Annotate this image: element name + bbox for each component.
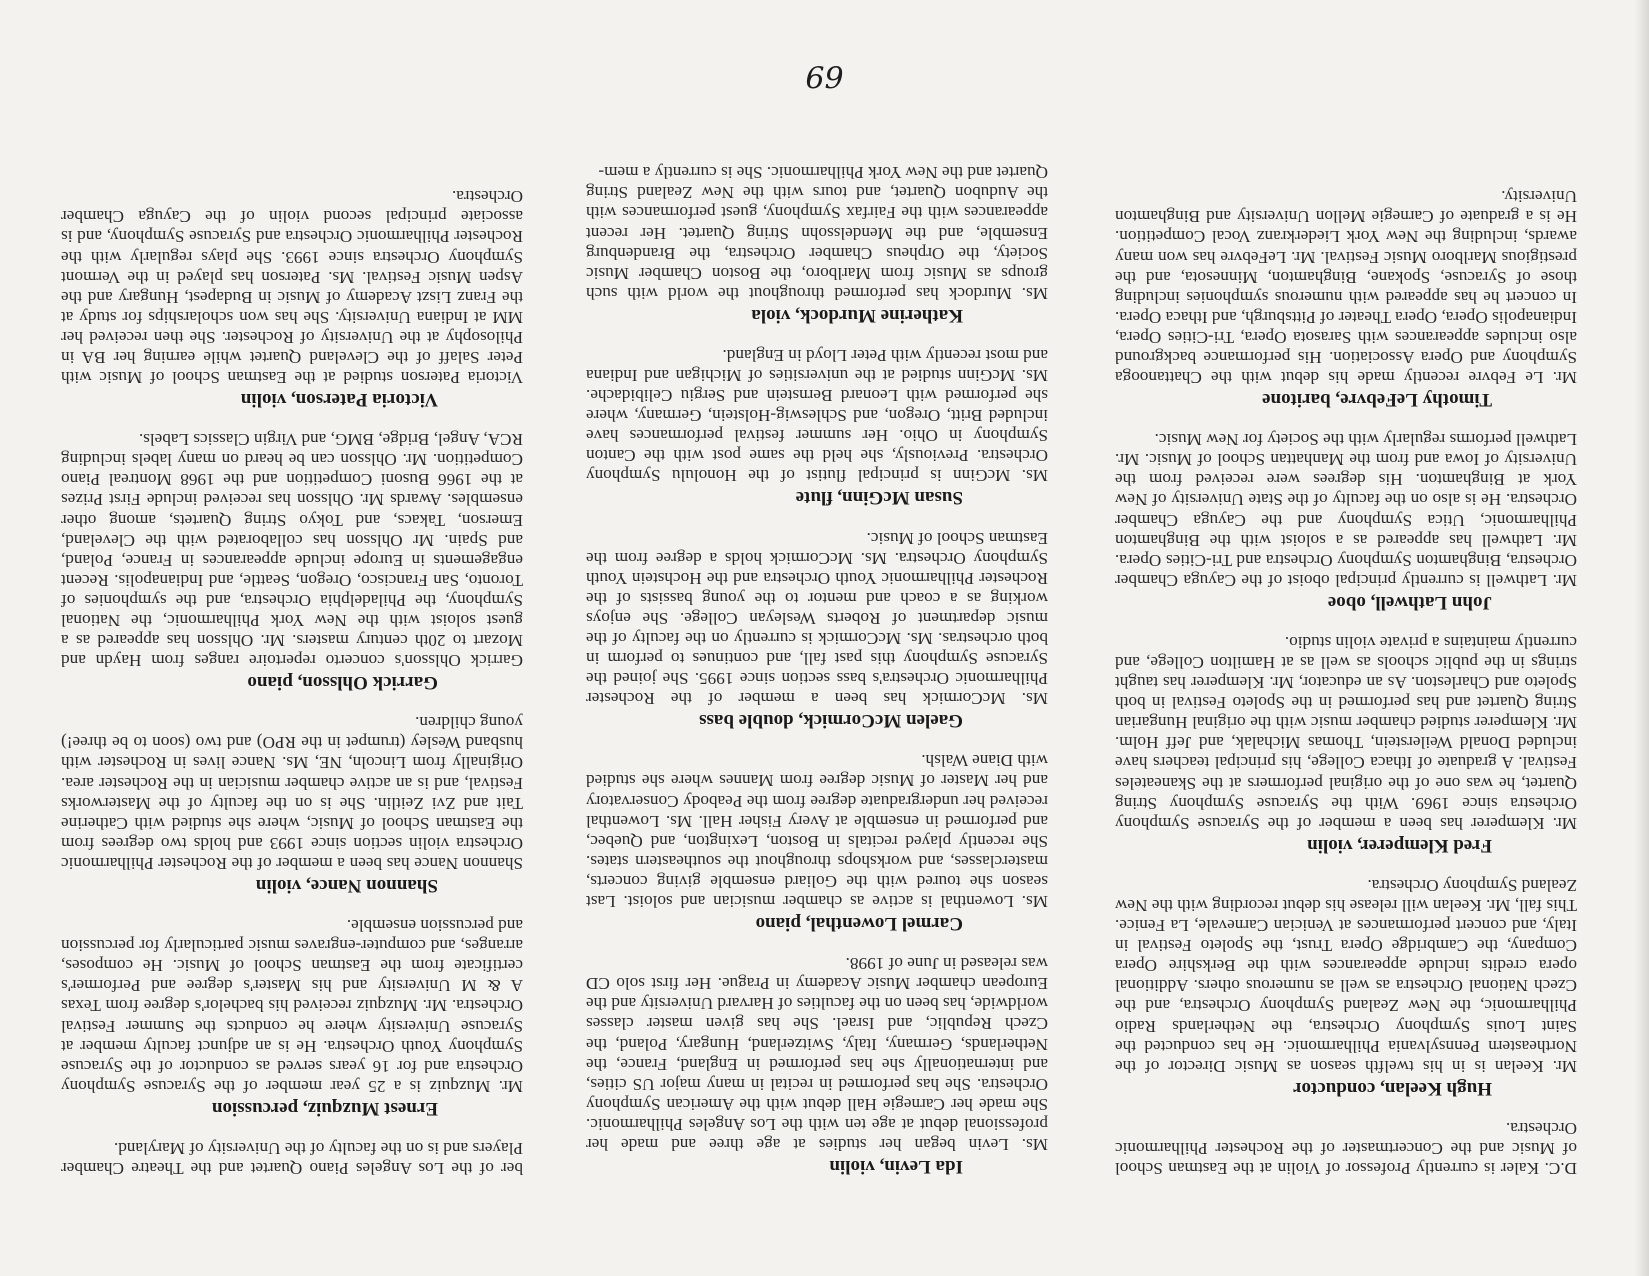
bio-text: Ms. Murdock has performed throughout the world with such groups as Music from Marlboro, the Boston Chamber Music Society, the Orpheus Chamber Orchestra, the Brandenburg Ensemble, and the Mendelssohn String Quartet. Her recent appearances with the Fairfax Symphony, guest performances with the Audubon Quartet, and tours with the New Zealand String Quartet and the New York Philharmonic. She is currently a mem- — [586, 163, 1048, 303]
bio-text: Mr. Le Febvre recently made his debut with the Chattanooga Symphony and Opera Association. His performance background also includes appearances with Sarasota Opera, Tri-Cities Opera, Indianapolis Opera, Opera Theater of Pittsburgh, and Ithaca Opera. In concert he has appeared with numerous symphonies including those of Syracuse, Spokane, Binghamton, Minnesota, and the prestigious Marlboro Music Festival. Mr. LeFebvre has won many awards, including the New York Liederkranz Vocal Competition. He is a graduate of Carnegie Mellon University and Binghamton University. — [1115, 187, 1577, 388]
bio-heading: John Lathwell, oboe — [1327, 591, 1492, 613]
bio-text: Mr. Lathwell is currently principal oboist of the Cayuga Chamber Orchestra, Binghamton Symphony Orchestra and Tri-Cities Opera. Mr. Lathwell has appeared as a soloist with the Binghamton Philharmonic, Utica Symphony and the Cayuga Chamber Orchestra. He is also on the faculty of the State University of New York at Binghamton. His degrees were received from the University of Iowa and from the Manhattan School of Music. Mr. Lathwell performs regularly with the Society for New Music. — [1115, 430, 1577, 590]
bio-entry — [61, 915, 523, 1120]
page-edge-shadow — [1635, 0, 1649, 1276]
bio-text: Ms. McGinn is principal flutist of the Honolulu Symphony Orchestra. Previously, she held the same post with the Canton Symphony in Ohio. Her summer festival performances have included Britt, Oregon, and Schleswig-Holstein, Germany, where she performed with Leonard Bernstein and Sergiu Celibidache. Ms. McGinn studied at the universities of Michigan and Indiana and most recently with Peter Lloyd in England. — [586, 345, 1048, 486]
bio-heading: Carmel Lowenthal, piano — [755, 913, 963, 935]
bio-entry — [1115, 186, 1577, 411]
bio-entry — [61, 1138, 523, 1178]
bio-heading: Ernest Muzquiz, percussion — [211, 1097, 438, 1119]
bio-heading: Garrick Ohlsson, piano — [247, 672, 438, 694]
bio-heading: Ida Levin, violin — [829, 1156, 963, 1177]
column-2 — [586, 144, 1048, 1178]
bio-text: Ms. Levin began her studies at age three and made her professional debut at age ten with the Los Angeles Philharmonic. She made her Carnegie Hall debut with the American Symphony Orchestra. She has performed in recital in many major US cities, and internationally she has performed in England, France, the Netherlands, Germany, Italy, Switzerland, Hungary, Poland, the Czech Republic, and Israel. She has given master classes worldwide, has been on the faculties of Harvard University and the European chamber Music Academy in Prague. Her first solo CD was released in June of 1998. — [586, 954, 1048, 1154]
bio-heading: Gaelen McCormick, double bass — [699, 710, 963, 732]
bio-entry — [1115, 429, 1577, 614]
bio-text: Mr. Klemperer has been a member of the Syracuse Symphony Orchestra since 1969. With the Syracuse Symphony String Quartet, he was one of the original performers at the Skaneateles Festival. A graduate of Ithaca College, his principal teachers have included Donald Weilerstein, Thomas Michalak, and Jeff Holm. Mr. Klemperer studied chamber music with the original Hungarian String Quartet and has performed in the Spoleto Festival in both Spoleto and Charleston. As an educator, Mr. Klemperer has taught strings in the public schools as well as at Hamilton College, and currently maintains a private violin studio. — [1115, 632, 1577, 833]
bio-heading: Katherine Murdock, viola — [751, 304, 963, 326]
bio-entry — [1115, 875, 1577, 1100]
bio-entry — [586, 345, 1048, 510]
bio-entry — [586, 527, 1048, 732]
bio-text: Mr. Muzquiz is a 25 year member of the Syracuse Symphony Orchestra and for 16 years served as conductor of the Syracuse Symphony Youth Orchestra. He is an adjunct faculty member at Syracuse University where he conducts the Summer Festival Orchestra. Mr. Muzquiz received his bachelor's degree from Texas A & M University and his Master's degree and Performer's certificate from the Eastman School of Music. He composes, arranges, and computer-engraves music particularly for percussion and percussion ensemble. — [61, 916, 523, 1096]
bio-text: ber of the Los Angeles Piano Quartet and the Theatre Chamber Players and is on the faculty of the University of Maryland. — [61, 1138, 523, 1178]
page-number: 69 — [805, 58, 844, 93]
bio-entry — [586, 750, 1048, 935]
bio-entry — [61, 429, 523, 694]
bio-entry — [61, 712, 523, 897]
bio-text: Ms. Lowenthal is active as chamber musician and soloist. Last season she toured with the Goliard ensemble giving concerts, masterclasses, and workshops throughout the southeastern states. She recently played recitals in Boston, Lexington, and Quebec, and performed in ensemble at Avery Fisher Hall. Ms. Lowenthal received her undergraduate degree from the Peabody Conservatory and her Master of Music degree from Mannes where she studied with Diane Walsh. — [586, 751, 1048, 912]
bio-text: Mr. Keelan is in his twelfth season as Music Director of the Northeastern Pennsylvania Philharmonic. He has conducted the Saint Louis Symphony Orchestra, the Netherlands Radio Philharmonic, the New Zealand Symphony Orchestra, and the Czech National Orchestra as well as numerous others. Additional opera credits include appearances with the Berkshire Opera Company, the Cambridge Opera Trust, the Spoleto Festival in Italy, and concert performances at Venician Carnevale, La Fenice. This fall, Mr. Keelan will release his debut recording with the New Zealand Symphony Orchestra. — [1115, 875, 1577, 1076]
bio-entry — [1115, 1118, 1577, 1178]
column-1 — [1115, 168, 1577, 1178]
bio-heading: Susan McGinn, flute — [795, 487, 963, 509]
bio-text: Shannon Nance has been a member of the Rochester Philharmonic Orchestra violin section since 1993 and holds two degrees from the Eastman School of Music, where she studied with Catherine Tait and Zvi Zeitlin. She is on the faculty of the Masterworks Festival, and is an active chamber musician in the Rochester area. Originally from Lincoln, NE, Ms. Nance lives in Rochester with husband Wesley (trumpet in the RPO) and two (soon to be three!) young children. — [61, 713, 523, 873]
bio-heading: Victoria Paterson, violin — [240, 389, 438, 411]
column-3 — [61, 168, 523, 1178]
bio-heading: Shannon Nance, violin — [255, 874, 438, 896]
bio-entry — [61, 186, 523, 411]
bio-text: D.C. Kaler is currently Professor of Violin at the Eastman School of Music and the Concertmaster of the Rochester Philharmonic Orchestra. — [1115, 1118, 1577, 1178]
bio-entry — [586, 953, 1048, 1178]
bio-heading: Timothy LeFebvre, baritone — [1262, 389, 1492, 411]
bio-heading: Hugh Keelan, conductor — [1293, 1077, 1492, 1099]
bio-text: Victoria Paterson studied at the Eastman School of Music with Peter Salaff of the Cleveland Quartet while earning her BA in Philosophy at the University of Rochester. She then received her MM at Indiana University. She has won scholarships for study at the Franz Liszt Academy of Music in Budapest, Hungary and the Aspen Music Festival. Ms. Paterson has played in the Vermont Symphony Orchestra since 1993. She plays regularly with the Rochester Philharmonic Orchestra and Syracuse Symphony, and is associate principal second violin of the Cayuga Chamber Orchestra. — [61, 187, 523, 388]
bio-entry — [586, 162, 1048, 327]
bio-heading: Fred Klemperer, violin — [1307, 834, 1492, 856]
bio-entry — [1115, 632, 1577, 857]
bio-text: Garrick Ohlsson's concerto repertoire ranges from Haydn and Mozart to 20th century masters. Mr. Ohlsson has appeared as a guest soloist with the New York Philharmonic, the National Symphony, the Philadelphia Orchestra, and the symphonies of Toronto, San Francisco, Oregon, Seattle, and Indianapolis. Recent engagements in Europe include appearances in France, Poland, and Spain. Mr Ohlsson has collaborated with the Cleveland, Emerson, Takacs, and Tokyo String Quartets, among other ensembles. Awards Mr. Ohlsson has received include First Prizes at the 1966 Busoni Competition and the 1968 Montreal Piano Competition. Mr. Ohlsson can be heard on many labels including RCA, Angel, Bridge, BMG, and Virgin Classics Labels. — [61, 430, 523, 671]
bio-text: Ms. McCormick has been a member of the Rochester Philharmonic Orchestra's bass section since 1995. She joined the Syracuse Symphony this past fall, and continues to perform in both orchestras. Ms. McCormick is currently on the faculty of the music department of Roberts Wesleyan College. She enjoys working as a coach and mentor to the young bassists of the Rochester Philharmonic Youth Orchestra and the Hochstein Youth Symphony Orchestra. Ms. McCormick holds a degree from the Eastman School of Music. — [586, 528, 1048, 709]
